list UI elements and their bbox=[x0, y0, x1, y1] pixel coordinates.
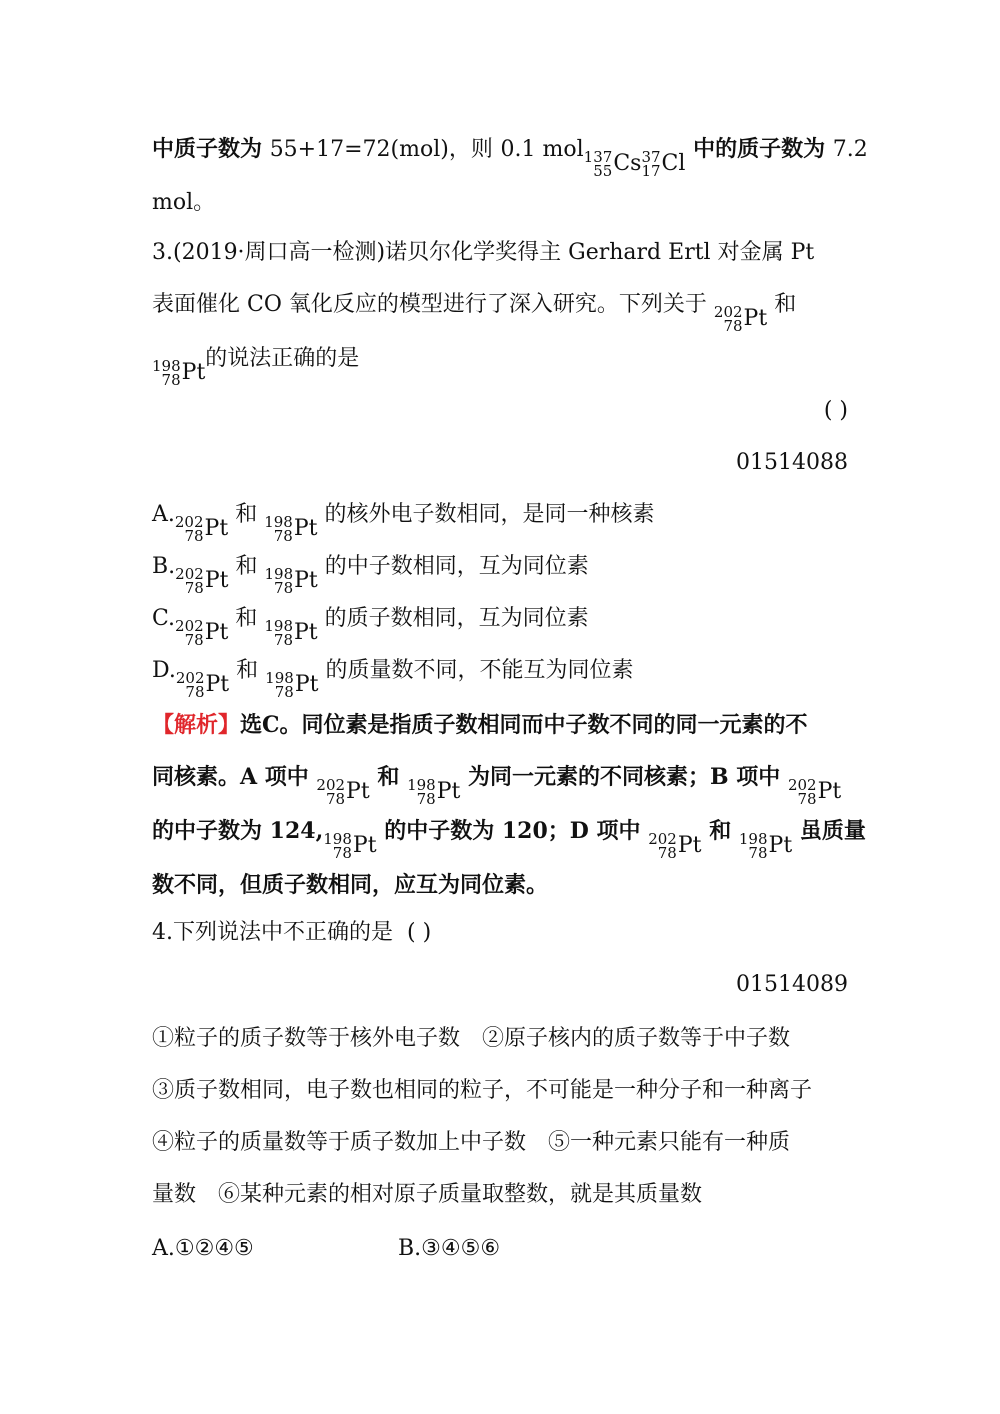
option-a[interactable]: A.①②④⑤ bbox=[152, 1236, 254, 1261]
statement-line-3: ④粒子的质量数等于质子数加上中子数 ⑤一种元素只能有一种质 bbox=[152, 1130, 791, 1155]
question-3-line-2: 表面催化 CO 氧化反应的模型进行了深入研究。下列关于 202 78 Pt 和 bbox=[152, 292, 797, 335]
nuclide-cs137: 137 55 Cs bbox=[583, 148, 642, 180]
text: 0.1 mol bbox=[500, 137, 584, 162]
text: 55+17=72(mol) bbox=[269, 137, 449, 162]
text: ，则 bbox=[448, 137, 493, 162]
question-code: 01514088 bbox=[736, 450, 848, 475]
analysis-line-3: 的中子数为 124, 198 78 Pt 的中子数为 120；D 项中 202 78 Pt 和 198 78 Pt 虽质量 bbox=[152, 818, 866, 862]
question-4-stem: 4.下列说法中不正确的是 ( ) bbox=[152, 920, 432, 945]
text-line-1 bbox=[152, 132, 868, 181]
question-3-line-1: 3.(2019·周口高一检测)诺贝尔化学奖得主 Gerhard Ertl 对金属 Pt bbox=[152, 240, 815, 265]
question-code: 01514089 bbox=[736, 972, 848, 997]
nuclide-pt198: 198 78 Pt bbox=[152, 357, 206, 389]
text: 中的质子数为 bbox=[693, 136, 826, 162]
text-line-2: mol。 bbox=[152, 190, 216, 215]
statement-line-4: 量数 ⑥某种元素的相对原子质量取整数，就是其质量数 bbox=[152, 1182, 703, 1207]
option-b[interactable]: B.③④⑤⑥ bbox=[398, 1236, 501, 1261]
option-b[interactable]: B. 202 78 Pt 和 198 78 Pt 的中子数相同，互为同位素 bbox=[152, 554, 589, 597]
answer-paren: ( ) bbox=[823, 398, 848, 423]
text: 7.2 bbox=[832, 137, 868, 162]
question-3-line-3: 198 78 Pt 的说法正确的是 bbox=[152, 346, 360, 389]
option-a[interactable]: A. 202 78 Pt 和 198 78 Pt 的核外电子数相同，是同一种核素 bbox=[152, 502, 655, 545]
statement-line-1: ①粒子的质子数等于核外电子数 ②原子核内的质子数等于中子数 bbox=[152, 1026, 791, 1051]
option-c[interactable]: C. 202 78 Pt 和 198 78 Pt 的质子数相同，互为同位素 bbox=[152, 606, 589, 649]
nuclide-cl37: 37 17 Cl bbox=[641, 148, 686, 180]
option-d[interactable]: D. 202 78 Pt 和 198 78 Pt 的质量数不同，不能互为同位素 bbox=[152, 658, 634, 701]
options-line bbox=[152, 1232, 848, 1266]
statement-line-2: ③质子数相同，电子数也相同的粒子，不可能是一种分子和一种离子 bbox=[152, 1078, 813, 1103]
analysis-tag: 【解析】 bbox=[152, 712, 241, 738]
analysis-line-4: 数不同，但质子数相同，应互为同位素。 bbox=[152, 872, 549, 898]
nuclide-pt202: 202 78 Pt bbox=[713, 303, 768, 335]
analysis-line-2: 同核素。A 项中 202 78 Pt 和 198 78 Pt 为同一元素的不同核素；B 项中 202 78 Pt bbox=[152, 764, 842, 808]
text: 中质子数为 bbox=[152, 136, 263, 162]
analysis-line-1: 【解析】选C。同位素是指质子数相同而中子数不同的同一元素的不 bbox=[152, 712, 808, 738]
